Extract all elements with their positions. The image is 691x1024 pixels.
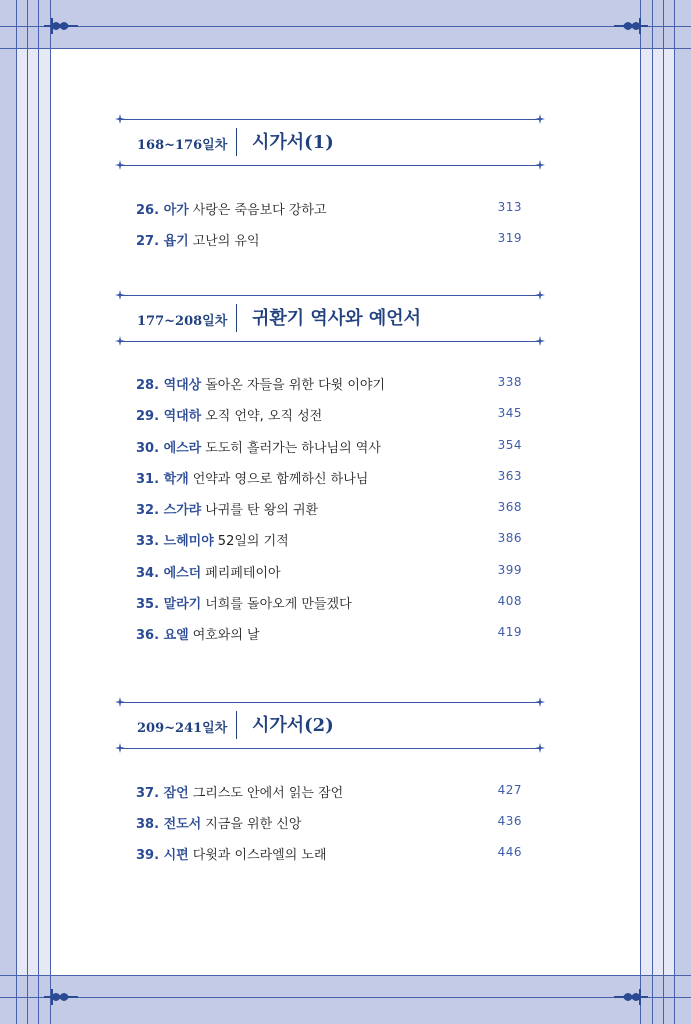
entry-page: 427 xyxy=(497,783,522,797)
toc-entry[interactable] xyxy=(136,624,524,646)
frame-line xyxy=(0,26,691,27)
section-rule xyxy=(121,165,539,166)
sparkle-icon xyxy=(115,697,125,707)
section-days: 168~176일차 xyxy=(137,138,228,153)
entry-number: 30. xyxy=(136,441,160,456)
section-header xyxy=(115,699,545,755)
frame-line xyxy=(0,997,691,998)
entry-book: 역대하 xyxy=(163,409,202,424)
entry-book: 에스더 xyxy=(163,566,202,581)
section-days: 177~208일차 xyxy=(137,314,228,329)
entry-number: 33. xyxy=(136,534,160,549)
sparkle-icon xyxy=(115,290,125,300)
toc-entry[interactable] xyxy=(136,530,524,552)
entry-page: 386 xyxy=(497,531,522,545)
entry-page: 399 xyxy=(497,563,522,577)
frame-line xyxy=(27,0,28,1024)
toc-entry[interactable] xyxy=(136,813,524,835)
section-days: 209~241일차 xyxy=(137,721,228,736)
entry-title: 오직 언약, 오직 성전 xyxy=(205,409,323,424)
sparkle-icon xyxy=(535,114,545,124)
entry-number: 38. xyxy=(136,817,160,832)
entry-number: 37. xyxy=(136,786,160,801)
sparkle-icon xyxy=(535,160,545,170)
toc-entry[interactable] xyxy=(136,199,524,221)
entry-title: 돌아온 자들을 위한 다윗 이야기 xyxy=(205,378,386,393)
entry-number: 29. xyxy=(136,409,160,424)
toc-entry[interactable] xyxy=(136,468,524,490)
frame-top-band xyxy=(0,0,691,48)
entry-book: 잠언 xyxy=(163,786,189,801)
section-divider xyxy=(236,304,237,332)
entry-book: 요엘 xyxy=(163,628,189,643)
toc-entry[interactable] xyxy=(136,782,524,804)
entry-book: 학개 xyxy=(163,472,189,487)
toc-entry[interactable] xyxy=(136,405,524,427)
entry-page: 419 xyxy=(497,625,522,639)
entry-page: 368 xyxy=(497,500,522,514)
entry-title: 언약과 영으로 함께하신 하나님 xyxy=(192,472,369,487)
sparkle-icon xyxy=(535,336,545,346)
toc-entry[interactable] xyxy=(136,230,524,252)
toc-entry[interactable] xyxy=(136,499,524,521)
ornament-icon xyxy=(610,987,650,1007)
entry-title: 다윗과 이스라엘의 노래 xyxy=(192,848,327,863)
entry-book: 욥기 xyxy=(163,234,189,249)
ornament-icon xyxy=(42,987,82,1007)
section-rule xyxy=(121,702,539,703)
section-divider xyxy=(236,128,237,156)
section-rule xyxy=(121,748,539,749)
entry-title: 52일의 기적 xyxy=(217,534,289,549)
entry-title: 페리페테이아 xyxy=(205,566,281,581)
section-rule xyxy=(121,119,539,120)
frame-line xyxy=(50,0,51,1024)
entry-book: 전도서 xyxy=(163,817,202,832)
ornament-icon xyxy=(610,16,650,36)
frame-bottom-band xyxy=(0,976,691,1024)
section-header xyxy=(115,292,545,348)
entry-number: 34. xyxy=(136,566,160,581)
sparkle-icon xyxy=(535,290,545,300)
section-header xyxy=(115,116,545,172)
entry-number: 39. xyxy=(136,848,160,863)
entry-book: 말라기 xyxy=(163,597,202,612)
frame-left-strip xyxy=(16,48,50,976)
section-rule xyxy=(121,341,539,342)
frame-line xyxy=(663,0,664,1024)
entry-book: 시편 xyxy=(163,848,189,863)
frame-line xyxy=(674,0,675,1024)
entry-page: 354 xyxy=(497,438,522,452)
sparkle-icon xyxy=(535,743,545,753)
section-title: 귀환기 역사와 예언서 xyxy=(252,308,422,329)
entry-page: 319 xyxy=(497,231,522,245)
frame-line xyxy=(640,0,641,1024)
sparkle-icon xyxy=(115,743,125,753)
entry-title: 사랑은 죽음보다 강하고 xyxy=(192,203,327,218)
entry-title: 여호와의 날 xyxy=(192,628,260,643)
entry-book: 스가랴 xyxy=(163,503,202,518)
entry-page: 345 xyxy=(497,406,522,420)
frame-line xyxy=(652,0,653,1024)
sparkle-icon xyxy=(115,114,125,124)
toc-entry[interactable] xyxy=(136,374,524,396)
toc-entry[interactable] xyxy=(136,562,524,584)
ornament-icon xyxy=(42,16,82,36)
toc-entry[interactable] xyxy=(136,593,524,615)
entry-number: 27. xyxy=(136,234,160,249)
frame-right-strip xyxy=(641,48,675,976)
entry-number: 28. xyxy=(136,378,160,393)
entry-number: 36. xyxy=(136,628,160,643)
entry-page: 338 xyxy=(497,375,522,389)
section-divider xyxy=(236,711,237,739)
entry-title: 고난의 유익 xyxy=(192,234,260,249)
toc-entry[interactable] xyxy=(136,437,524,459)
sparkle-icon xyxy=(115,336,125,346)
entry-title: 지금을 위한 신앙 xyxy=(205,817,302,832)
entry-book: 느헤미야 xyxy=(163,534,214,549)
entry-book: 역대상 xyxy=(163,378,202,393)
entry-title: 너희를 돌아오게 만들겠다 xyxy=(205,597,352,612)
sparkle-icon xyxy=(115,160,125,170)
frame-line xyxy=(0,975,691,976)
entry-book: 아가 xyxy=(163,203,189,218)
entry-page: 436 xyxy=(497,814,522,828)
toc-entry[interactable] xyxy=(136,844,524,866)
entry-page: 363 xyxy=(497,469,522,483)
section-title: 시가서(1) xyxy=(252,132,334,153)
entry-number: 32. xyxy=(136,503,160,518)
entry-number: 26. xyxy=(136,203,160,218)
entry-title: 도도히 흘러가는 하나님의 역사 xyxy=(205,441,381,456)
frame-line xyxy=(16,0,17,1024)
entry-page: 446 xyxy=(497,845,522,859)
frame-line xyxy=(0,48,691,49)
entry-title: 그리스도 안에서 읽는 잠언 xyxy=(192,786,344,801)
frame-line xyxy=(38,0,39,1024)
sparkle-icon xyxy=(535,697,545,707)
entry-book: 에스라 xyxy=(163,441,202,456)
entry-page: 408 xyxy=(497,594,522,608)
entry-number: 31. xyxy=(136,472,160,487)
entry-number: 35. xyxy=(136,597,160,612)
section-title: 시가서(2) xyxy=(252,715,334,736)
section-rule xyxy=(121,295,539,296)
entry-title: 나귀를 탄 왕의 귀환 xyxy=(205,503,319,518)
entry-page: 313 xyxy=(497,200,522,214)
